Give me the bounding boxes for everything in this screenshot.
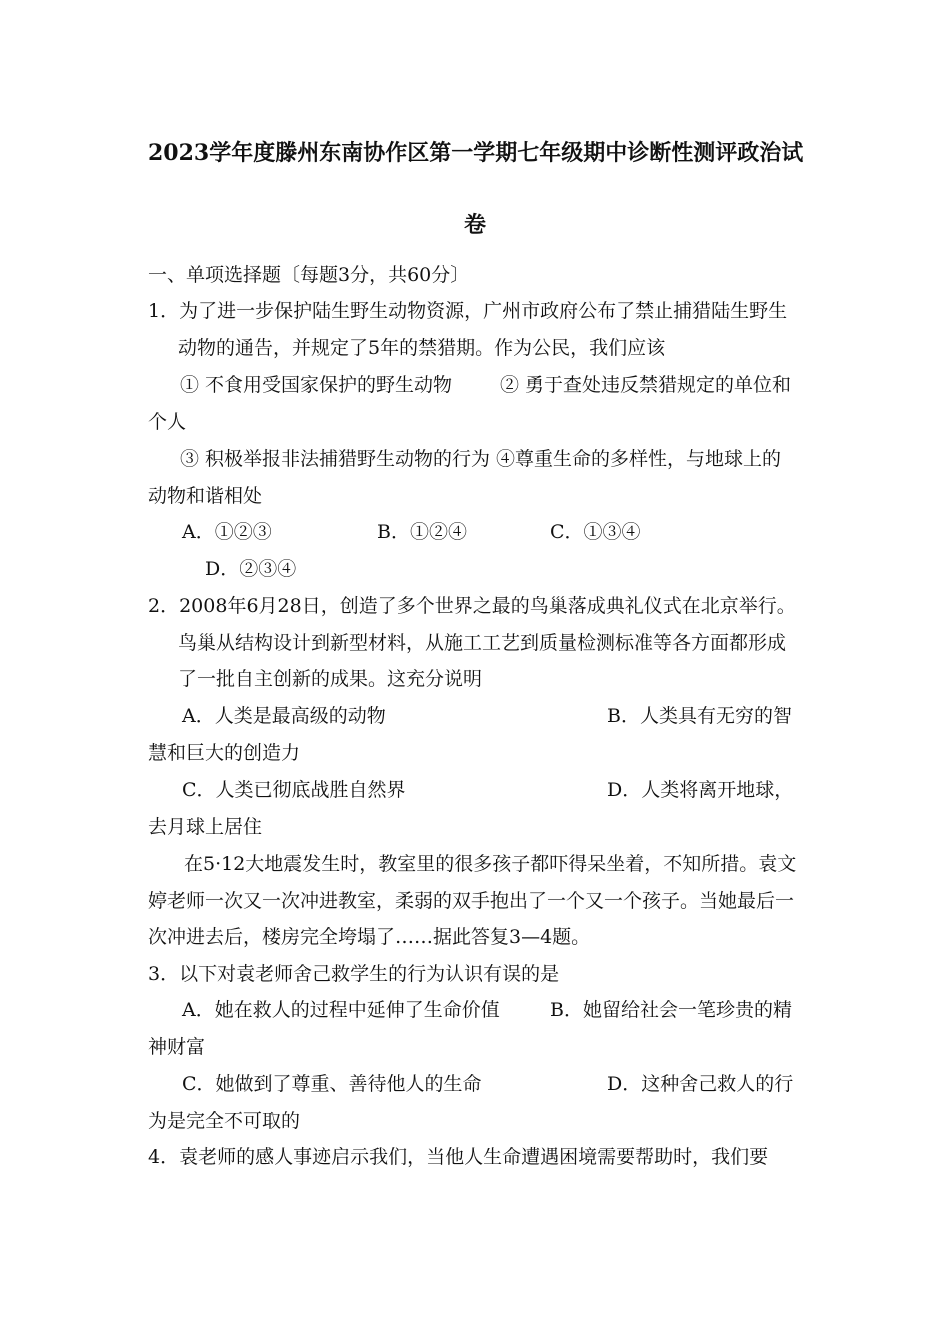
page-title-line1: 2023学年度滕州东南协作区第一学期七年级期中诊断性测评政治试 (148, 140, 804, 166)
q3-stem: 3．以下对袁老师舍己救学生的行为认识有误的是 (148, 963, 560, 985)
q2-option-a: A．人类是最高级的动物 (182, 705, 386, 727)
q1-item-3: ③ 积极举报非法捕猎野生动物的行为 (180, 448, 491, 470)
q3-option-b-cont: 神财富 (148, 1036, 206, 1058)
q2-stem-line2: 鸟巢从结构设计到新型材料，从施工工艺到质量检测标准等各方面都形成 (178, 632, 787, 654)
q2-option-d-cont: 去月球上居住 (148, 816, 263, 838)
q1-item-2-cont: 个人 (148, 411, 187, 433)
q1-item-4-cont: 动物和谐相处 (148, 485, 263, 507)
q1-stem-line1: 1．为了进一步保护陆生野生动物资源，广州市政府公布了禁止捕猎陆生野生 (148, 300, 788, 322)
q1-item-1: ① 不食用受国家保护的野生动物 (180, 374, 453, 396)
q3-option-c: C．她做到了尊重、善待他人的生命 (182, 1073, 482, 1095)
q2-option-b-cont: 慧和巨大的创造力 (148, 742, 301, 764)
q3-option-b: B．她留给社会一笔珍贵的精 (550, 999, 792, 1021)
q3-option-a: A．她在救人的过程中延伸了生命价值 (182, 999, 500, 1021)
q1-option-d: D．②③④ (205, 558, 297, 580)
q1-item-2: ② 勇于查处违反禁猎规定的单位和 (500, 374, 792, 396)
q3-option-d-cont: 为是完全不可取的 (148, 1110, 301, 1132)
page-title-line2: 卷 (463, 212, 486, 238)
q1-option-c: C．①③④ (550, 521, 641, 543)
q1-option-a: A．①②③ (182, 521, 272, 543)
passage-line2: 婷老师一次又一次冲进教室，柔弱的双手抱出了一个又一个孩子。当她最后一 (148, 890, 795, 912)
q1-item-4: ④尊重生命的多样性，与地球上的 (496, 448, 782, 470)
q4-stem: 4．袁老师的感人事迹启示我们，当他人生命遭遇困境需要帮助时，我们要 (148, 1146, 769, 1168)
q2-stem-line1: 2．2008年6月28日，创造了多个世界之最的鸟巢落成典礼仪式在北京举行。 (148, 595, 796, 617)
passage-line1: 在5·12大地震发生时，教室里的很多孩子都吓得呆坐着，不知所措。袁文 (184, 853, 797, 875)
q1-option-b: B．①②④ (377, 521, 467, 543)
q2-option-b: B．人类具有无穷的智 (607, 705, 792, 727)
section-heading: 一、单项选择题〔每题3分，共60分〕 (148, 264, 470, 286)
passage-line3: 次冲进去后，楼房完全垮塌了……据此答复3—4题。 (148, 926, 591, 948)
q1-stem-line2: 动物的通告，并规定了5年的禁猎期。作为公民，我们应该 (178, 337, 666, 359)
q3-option-d: D．这种舍己救人的行 (607, 1073, 794, 1095)
q2-option-d: D．人类将离开地球， (607, 779, 794, 801)
q2-option-c: C．人类已彻底战胜自然界 (182, 779, 406, 801)
q2-stem-line3: 了一批自主创新的成果。这充分说明 (178, 668, 483, 690)
